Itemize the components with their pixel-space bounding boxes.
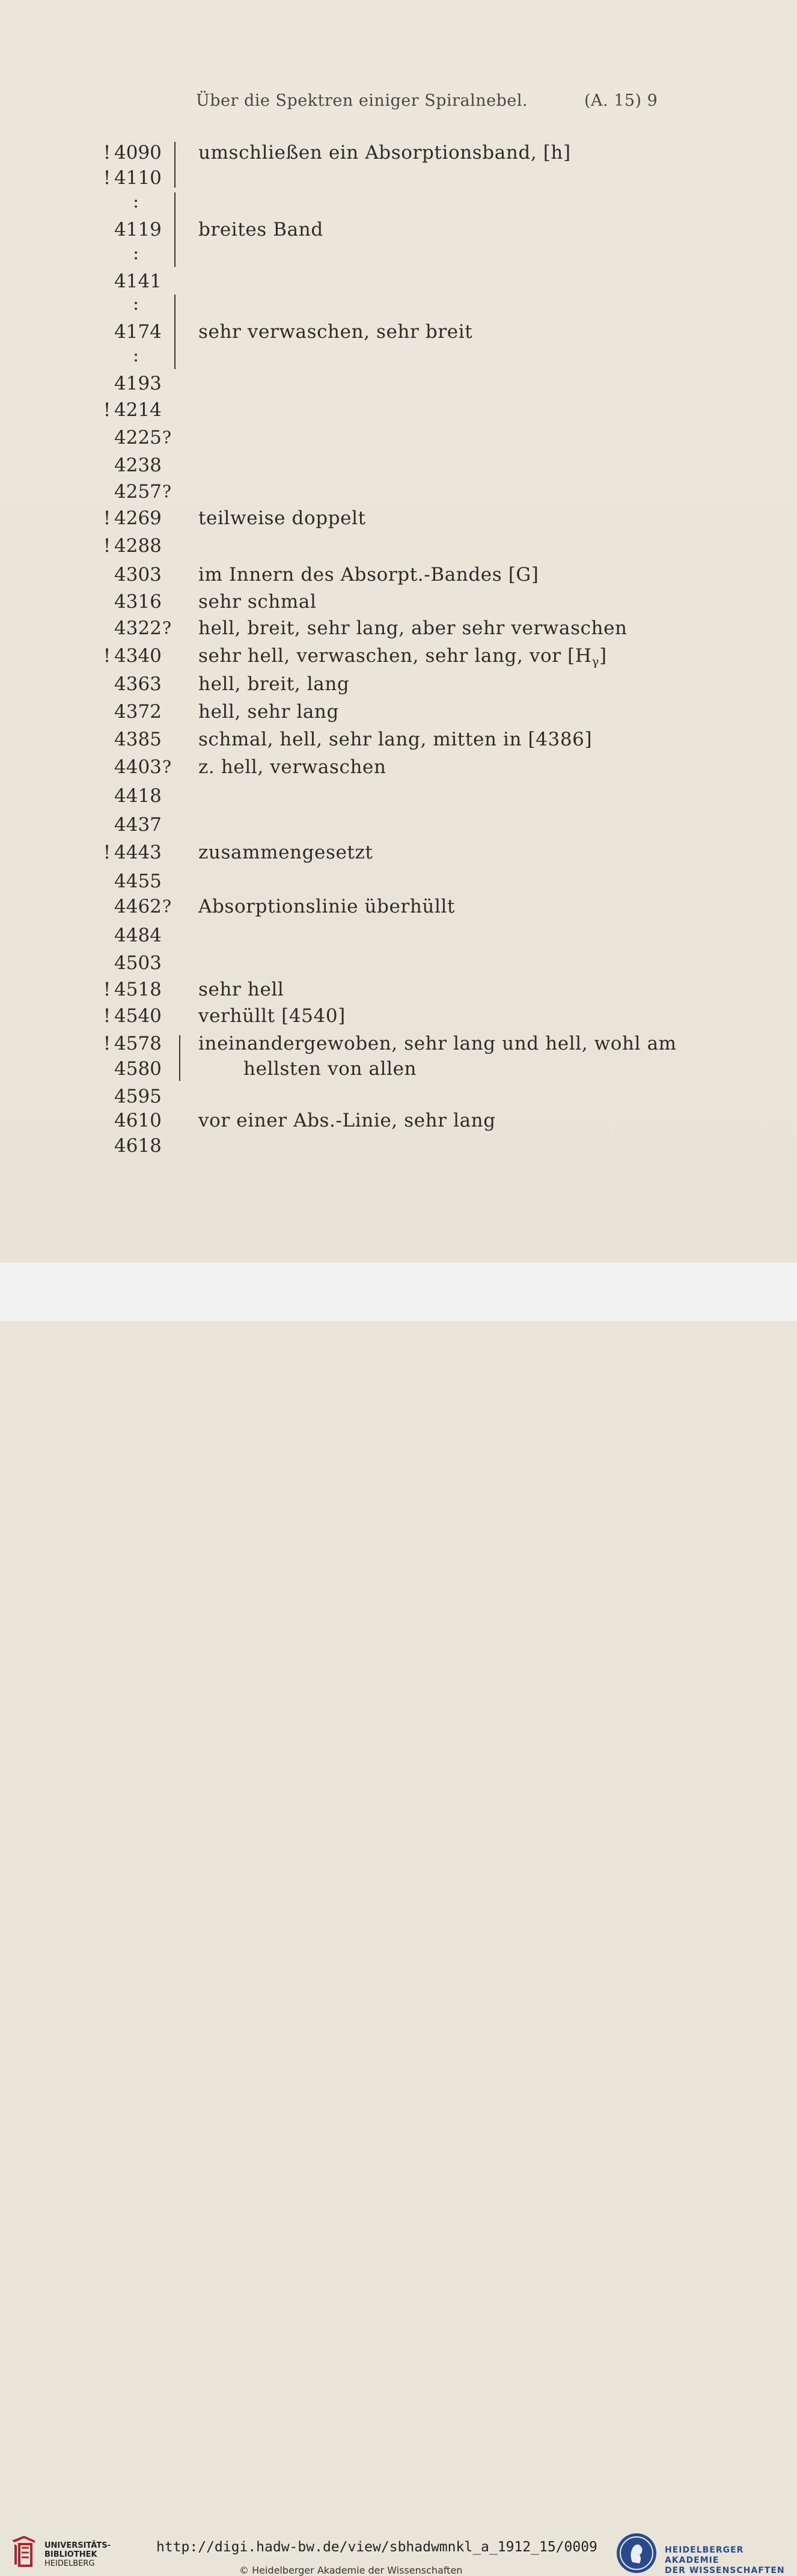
list-item	[0, 533, 797, 559]
bang-mark: !	[103, 142, 111, 164]
query-mark: ?	[162, 482, 172, 501]
query-mark: ?	[162, 427, 172, 447]
wavelength: 4110	[114, 167, 162, 189]
wavelength: 4484	[114, 925, 162, 946]
copyright-notice: © Heidelberger Akademie der Wissenschaften	[239, 2565, 463, 2576]
wavelength: 4141	[114, 271, 162, 292]
university-library-name: UNIVERSITÄTS- BIBLIOTHEK HEIDELBERG	[44, 2541, 111, 2568]
brace	[166, 192, 176, 267]
list-item	[0, 397, 797, 423]
list-item	[0, 1107, 797, 1134]
list-item	[0, 319, 797, 345]
list-item	[0, 726, 797, 753]
wavelength: 4340	[114, 645, 162, 667]
wavelength: 4595	[114, 1086, 162, 1107]
list-item	[0, 839, 797, 866]
list-item	[0, 139, 797, 166]
list-item	[0, 1003, 797, 1029]
list-item	[0, 754, 797, 780]
line-description: Absorptionslinie überhüllt	[198, 896, 456, 917]
continuation-mark: :	[133, 243, 139, 264]
wavelength: 4372	[114, 701, 162, 723]
query-mark: ?	[162, 757, 172, 777]
line-description: hell, breit, sehr lang, aber sehr verwaschen	[198, 617, 628, 639]
list-item	[0, 893, 797, 920]
continuation-mark: :	[133, 345, 139, 366]
wavelength: 4418	[114, 785, 162, 807]
running-header-page-ref: (A. 15) 9	[584, 91, 658, 110]
list-item	[0, 1083, 797, 1110]
list-item	[0, 424, 797, 451]
list-item	[0, 479, 797, 505]
permalink-url[interactable]: http://digi.hadw-bw.de/view/sbhadwmnkl_a_1912_15/0009	[156, 2539, 597, 2555]
wavelength: 4580	[114, 1058, 162, 1080]
brace	[166, 295, 176, 369]
line-description: sehr schmal	[198, 591, 317, 613]
list-item	[0, 812, 797, 838]
university-library-logo-icon	[8, 2535, 37, 2571]
line-description: hellsten von allen	[243, 1058, 417, 1080]
query-mark: ?	[162, 618, 172, 638]
wavelength: 4455	[114, 870, 162, 892]
line-description: ineinandergewoben, sehr lang und hell, wohl am	[198, 1033, 677, 1054]
list-item	[0, 950, 797, 976]
wavelength: 4385	[114, 729, 162, 750]
wavelength: 4618	[114, 1135, 162, 1157]
running-header-title: Über die Spektren einiger Spiralnebel.	[196, 91, 528, 110]
wavelength: 4462	[114, 896, 162, 917]
line-description: hell, sehr lang	[198, 701, 339, 723]
line-description: sehr hell	[198, 979, 284, 1000]
list-item	[0, 1133, 797, 1159]
wavelength: 4578	[114, 1033, 162, 1054]
wavelength: 4257	[114, 481, 162, 503]
wavelength: 4119	[114, 219, 162, 240]
line-description: teilweise doppelt	[198, 507, 366, 529]
brace	[166, 142, 176, 188]
wavelength: 4238	[114, 454, 162, 476]
wavelength: 4214	[114, 399, 162, 421]
wavelength: 4322	[114, 617, 162, 639]
list-item	[0, 1056, 797, 1082]
bang-mark: !	[103, 1005, 111, 1027]
wavelength: 4316	[114, 591, 162, 613]
list-item	[0, 783, 797, 809]
academy-seal-icon	[615, 2532, 658, 2574]
list-item	[0, 216, 797, 243]
line-description: breites Band	[198, 219, 323, 240]
list-item	[0, 452, 797, 479]
continuation-mark: :	[133, 191, 139, 212]
wavelength: 4193	[114, 373, 162, 394]
line-description: schmal, hell, sehr lang, mitten in [4386]	[198, 729, 593, 750]
wavelength: 4403	[114, 756, 162, 778]
bang-mark: !	[103, 507, 111, 529]
academy-name: HEIDELBERGER AKADEMIE DER WISSENSCHAFTEN	[665, 2545, 785, 2575]
line-description: z. hell, verwaschen	[198, 756, 386, 778]
document-page	[0, 0, 797, 1262]
bang-mark: !	[103, 645, 111, 667]
list-item	[0, 165, 797, 191]
wavelength: 4443	[114, 842, 162, 863]
wavelength: 4503	[114, 952, 162, 974]
wavelength: 4269	[114, 507, 162, 529]
line-description: im Innern des Absorpt.-Bandes [G]	[198, 564, 539, 586]
list-item	[0, 868, 797, 895]
list-item	[0, 643, 797, 669]
wavelength: 4288	[114, 535, 162, 557]
wavelength: 4437	[114, 814, 162, 836]
list-item	[0, 268, 797, 295]
wavelength: 4518	[114, 979, 162, 1000]
wavelength: 4090	[114, 142, 162, 164]
bang-mark: !	[103, 979, 111, 1000]
line-description: sehr hell, verwaschen, sehr lang, vor $[H_\gamma]$	[198, 645, 607, 668]
wavelength: 4225	[114, 427, 162, 448]
list-item	[0, 561, 797, 588]
list-item	[0, 370, 797, 397]
bang-mark: !	[103, 167, 111, 189]
wavelength: 4540	[114, 1005, 162, 1027]
bang-mark: !	[103, 842, 111, 863]
list-item	[0, 505, 797, 531]
line-description: umschließen ein Absorptionsband, [h]	[198, 142, 571, 164]
list-item	[0, 976, 797, 1003]
wavelength: 4610	[114, 1110, 162, 1131]
line-description: sehr verwaschen, sehr breit	[198, 321, 473, 343]
list-item	[0, 699, 797, 725]
bang-mark: !	[103, 399, 111, 421]
list-item	[0, 922, 797, 949]
list-item	[0, 615, 797, 641]
footer-bar	[0, 1262, 797, 2576]
bang-mark: !	[103, 535, 111, 557]
line-description: vor einer Abs.-Linie, sehr lang	[198, 1110, 496, 1131]
list-item	[0, 589, 797, 615]
wavelength: 4303	[114, 564, 162, 586]
line-description: verhüllt [4540]	[198, 1005, 346, 1027]
list-item	[0, 1030, 797, 1057]
list-item	[0, 671, 797, 697]
wavelength: 4174	[114, 321, 162, 343]
line-description: zusammengesetzt	[198, 842, 373, 863]
wavelength: 4363	[114, 673, 162, 695]
bang-mark: !	[103, 1033, 111, 1054]
query-mark: ?	[162, 896, 172, 916]
brace	[171, 1035, 180, 1081]
continuation-mark: :	[133, 293, 139, 314]
line-description: hell, breit, lang	[198, 673, 350, 695]
